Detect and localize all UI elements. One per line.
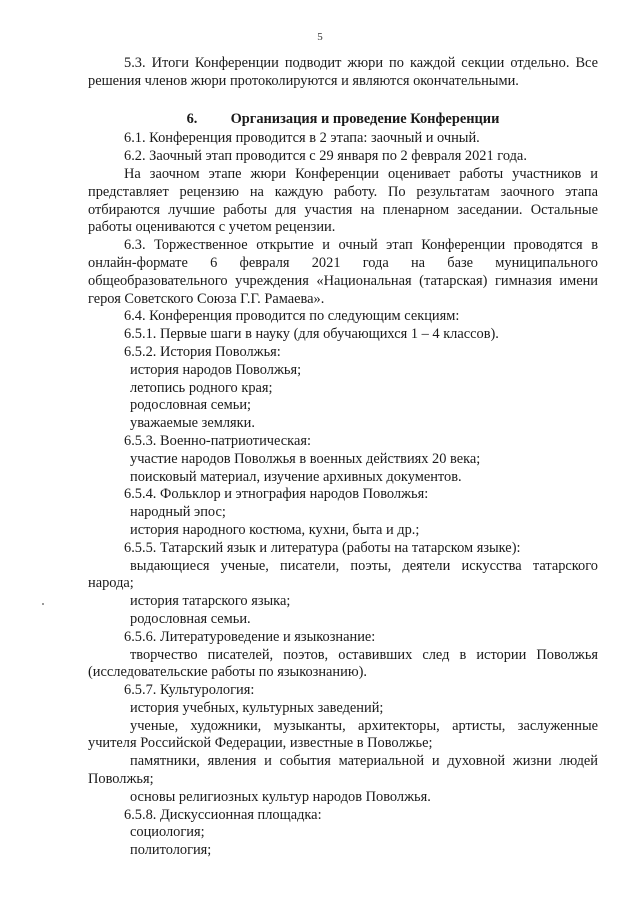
list-item: выдающиеся ученые, писатели, поэты, деятели искусства татарского народа; xyxy=(88,557,598,592)
list-item: история учебных, культурных заведений; xyxy=(130,699,384,716)
section-5-3: 5.3. Итоги Конференции подводит жюри по каждой секции отдельно. Все решения членов жюри протоколируются и являются окончательными. xyxy=(88,55,598,89)
list-item: уважаемые земляки. xyxy=(130,415,255,432)
list-item: поисковый материал, изучение архивных документов. xyxy=(130,468,462,485)
item-6-3: 6.3. Торжественное открытие и очный этап Конференции проводятся в онлайн-формате 6 февраля 2021 года на базе муниципального общеобразовательного учреждения «Национальная (татарская) гимназия имени героя Советского Союза Г.Г. Рамаева». xyxy=(88,237,598,307)
section-6-5-5-title: 6.5.5. Татарский язык и литература (работы на татарском языке): xyxy=(124,539,521,556)
list-item: памятники, явления и события материальной и духовной жизни людей Поволжья; xyxy=(88,753,598,788)
document-body xyxy=(88,55,598,860)
list-item: родословная семьи; xyxy=(130,397,252,414)
section-6-5-3-title: 6.5.3. Военно-патриотическая: xyxy=(124,432,311,449)
list-item: история татарского языка; xyxy=(130,593,291,610)
list-item: основы религиозных культур народов Поволжья. xyxy=(130,788,431,805)
list-item: история народов Поволжья; xyxy=(130,361,302,378)
list-item: политология; xyxy=(130,842,212,859)
section-6-5-8-title: 6.5.8. Дискуссионная площадка: xyxy=(124,806,322,823)
item-6-2: 6.2. Заочный этап проводится с 29 января по 2 февраля 2021 года. xyxy=(124,148,527,165)
item-6-1: 6.1. Конференция проводится в 2 этапа: заочный и очный. xyxy=(124,130,480,147)
list-item: участие народов Поволжья в военных действиях 20 века; xyxy=(130,450,481,467)
list-item: родословная семьи. xyxy=(130,610,251,627)
list-item: социология; xyxy=(130,824,205,841)
scan-speck xyxy=(42,603,44,605)
page-number: 5 xyxy=(317,31,323,43)
heading-number: 6. xyxy=(186,110,198,127)
section-heading xyxy=(88,91,598,131)
list-item: история народного костюма, кухни, быта и др.; xyxy=(130,521,420,538)
list-item: творчество писателей, поэтов, оставивших след в истории Поволжья (исследовательские работы по языкознанию). xyxy=(88,646,598,681)
section-6-5-4-title: 6.5.4. Фольклор и этнография народов Поволжья: xyxy=(124,486,429,503)
item-6-4: 6.4. Конференция проводится по следующим секциям: xyxy=(124,308,460,325)
section-6-5-7-title: 6.5.7. Культурология: xyxy=(124,682,255,699)
heading-title: Организация и проведение Конференции xyxy=(230,110,500,127)
section-6-5-6-title: 6.5.6. Литературоведение и языкознание: xyxy=(124,628,376,645)
paragraph-zaochny-etap: На заочном этапе жюри Конференции оценивает работы участников и представляет рецензию на каждую работу. По результатам заочного этапа отбираются лучшие работы для участия на пленарном заседании. Остальные работы оцениваются с учетом рецензии. xyxy=(88,165,598,236)
section-6-5-2-title: 6.5.2. История Поволжья: xyxy=(124,343,281,360)
section-6-5-1: 6.5.1. Первые шаги в науку (для обучающихся 1 – 4 классов). xyxy=(124,326,499,343)
list-item: ученые, художники, музыканты, архитекторы, артисты, заслуженные учителя Российской Федерации, известные в Поволжье; xyxy=(88,717,598,752)
list-item: летопись родного края; xyxy=(130,379,273,396)
list-item: народный эпос; xyxy=(130,504,226,521)
